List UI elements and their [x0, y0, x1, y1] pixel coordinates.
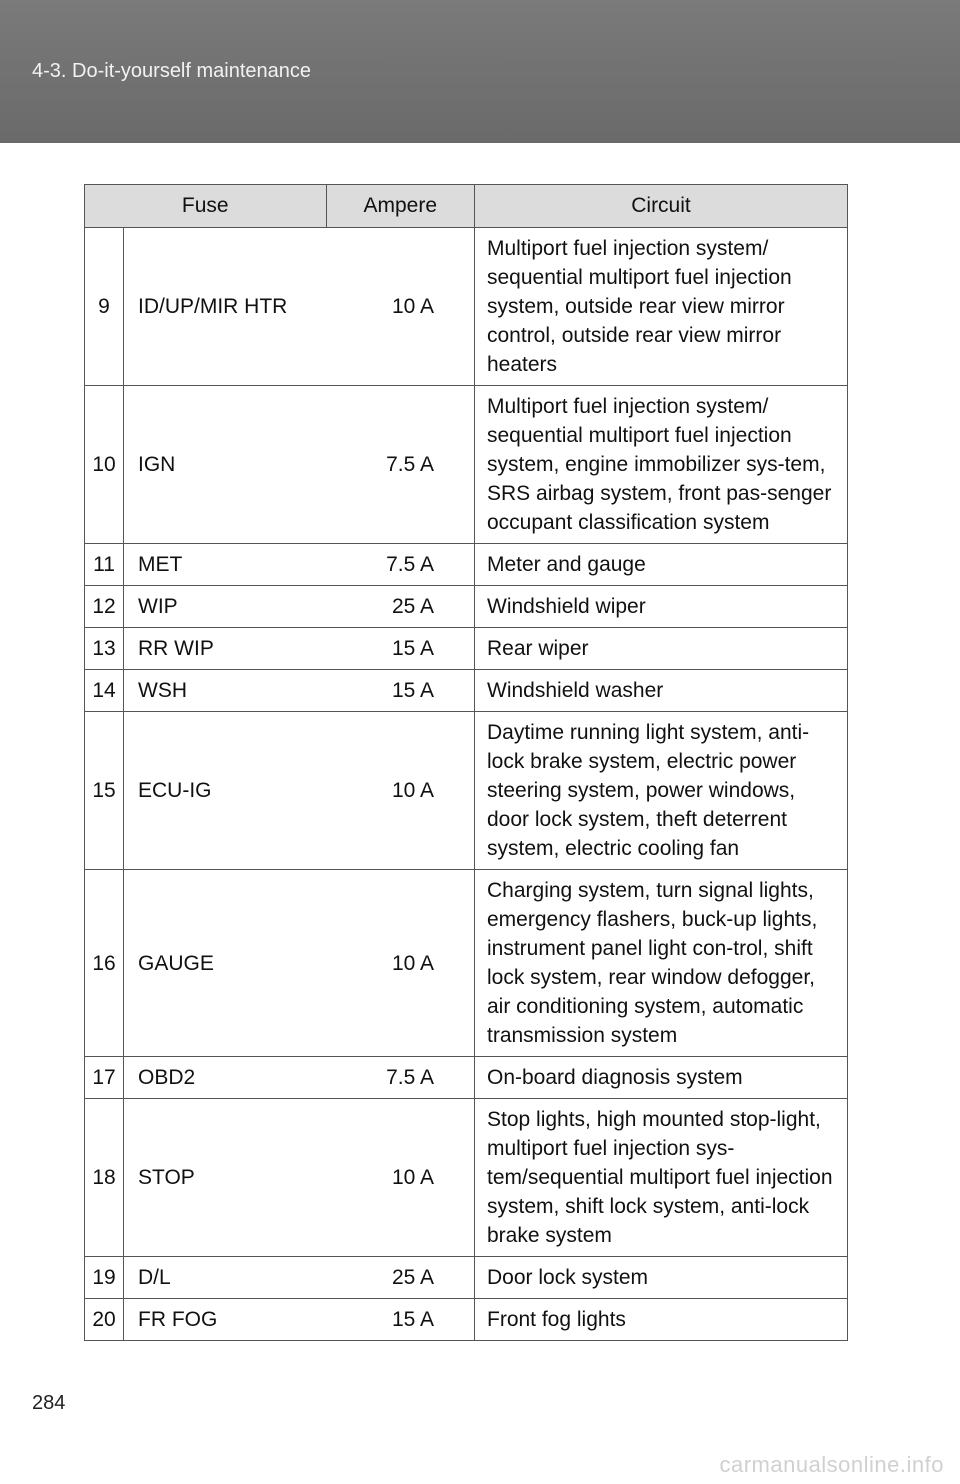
- table-row: [85, 1099, 848, 1257]
- fuse-circuit: Windshield washer: [475, 670, 848, 712]
- fuse-ampere: 7.5 A: [326, 1057, 475, 1099]
- table-row: [85, 670, 848, 712]
- page-number: 284: [32, 1392, 66, 1414]
- header-ampere: Ampere: [326, 185, 475, 228]
- header-circuit: Circuit: [475, 185, 848, 228]
- fuse-number: 13: [85, 628, 124, 670]
- table-row: [85, 712, 848, 870]
- fuse-name: OBD2: [124, 1057, 327, 1099]
- fuse-circuit: Multiport fuel injection system/ sequential multiport fuel injection system, engine immobilizer sys-tem, SRS airbag system, front pas-senger occupant classification system: [475, 386, 848, 544]
- fuse-number: 14: [85, 670, 124, 712]
- fuse-circuit: Charging system, turn signal lights, emergency flashers, buck-up lights, instrument panel light con-trol, shift lock system, rear window defogger, air conditioning system, automatic transmission system: [475, 870, 848, 1057]
- fuse-number: 12: [85, 586, 124, 628]
- fuse-number: 19: [85, 1257, 124, 1299]
- header-fuse: Fuse: [85, 185, 327, 228]
- fuse-name: WIP: [124, 586, 327, 628]
- fuse-name: RR WIP: [124, 628, 327, 670]
- table-row: [85, 586, 848, 628]
- fuse-number: 9: [85, 228, 124, 386]
- fuse-circuit: On-board diagnosis system: [475, 1057, 848, 1099]
- fuse-ampere: 10 A: [326, 712, 475, 870]
- table-body: [85, 228, 848, 1341]
- table-row: [85, 228, 848, 386]
- fuse-ampere: 10 A: [326, 870, 475, 1057]
- fuse-name: ID/UP/MIR HTR: [124, 228, 327, 386]
- fuse-name: GAUGE: [124, 870, 327, 1057]
- fuse-circuit: Front fog lights: [475, 1299, 848, 1341]
- table-row: [85, 1299, 848, 1341]
- fuse-ampere: 25 A: [326, 1257, 475, 1299]
- fuse-name: FR FOG: [124, 1299, 327, 1341]
- fuse-number: 11: [85, 544, 124, 586]
- fuse-circuit: Rear wiper: [475, 628, 848, 670]
- fuse-number: 16: [85, 870, 124, 1057]
- fuse-circuit: Daytime running light system, anti-lock brake system, electric power steering system, power windows, door lock system, theft deterrent system, electric cooling fan: [475, 712, 848, 870]
- table-row: [85, 1257, 848, 1299]
- header-band: [0, 0, 960, 143]
- watermark: carmanualsonline.info: [719, 1452, 944, 1477]
- fuse-ampere: 7.5 A: [326, 544, 475, 586]
- fuse-ampere: 15 A: [326, 1299, 475, 1341]
- fuse-number: 10: [85, 386, 124, 544]
- fuse-circuit: Stop lights, high mounted stop-light, multiport fuel injection sys-tem/sequential multiport fuel injection system, shift lock system, anti-lock brake system: [475, 1099, 848, 1257]
- fuse-circuit: Windshield wiper: [475, 586, 848, 628]
- fuse-number: 20: [85, 1299, 124, 1341]
- table-row: [85, 870, 848, 1057]
- table-row: [85, 544, 848, 586]
- fuse-name: IGN: [124, 386, 327, 544]
- fuse-name: STOP: [124, 1099, 327, 1257]
- fuse-circuit: Meter and gauge: [475, 544, 848, 586]
- table-row: [85, 1057, 848, 1099]
- fuse-ampere: 7.5 A: [326, 386, 475, 544]
- fuse-name: D/L: [124, 1257, 327, 1299]
- table-row: [85, 628, 848, 670]
- fuse-number: 17: [85, 1057, 124, 1099]
- fuse-name: WSH: [124, 670, 327, 712]
- fuse-number: 18: [85, 1099, 124, 1257]
- fuse-number: 15: [85, 712, 124, 870]
- fuse-name: MET: [124, 544, 327, 586]
- fuse-circuit: Multiport fuel injection system/ sequential multiport fuel injection system, outside rear view mirror control, outside rear view mirror heaters: [475, 228, 848, 386]
- fuse-ampere: 10 A: [326, 1099, 475, 1257]
- fuse-ampere: 15 A: [326, 670, 475, 712]
- fuse-ampere: 15 A: [326, 628, 475, 670]
- fuse-name: ECU-IG: [124, 712, 327, 870]
- fuse-table: [84, 184, 848, 1341]
- table-row: [85, 386, 848, 544]
- fuse-ampere: 10 A: [326, 228, 475, 386]
- fuse-ampere: 25 A: [326, 586, 475, 628]
- section-title: 4-3. Do-it-yourself maintenance: [32, 60, 312, 82]
- table-header-row: [85, 185, 848, 228]
- fuse-circuit: Door lock system: [475, 1257, 848, 1299]
